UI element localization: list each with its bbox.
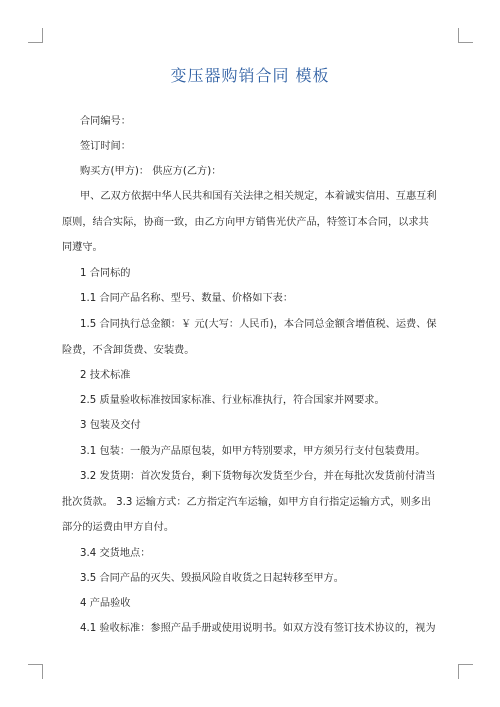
- page-corner-mark-top-left: [28, 28, 43, 43]
- clause-1-1: 1.1 合同产品名称、型号、数量、价格如下表：: [80, 293, 294, 304]
- section-heading-3: 3 包装及交付: [80, 420, 141, 431]
- page-corner-mark-top-right: [458, 28, 473, 43]
- clause-4-1: 4.1 验收标准：参照产品手册或使用说明书。如双方没有签订技术协议的，视为: [80, 623, 436, 634]
- contract-number-line: 合同编号：: [80, 116, 131, 127]
- page-corner-mark-bottom-right: [458, 664, 473, 679]
- page-corner-mark-bottom-left: [28, 664, 43, 679]
- section-heading-1: 1 合同标的: [80, 268, 131, 279]
- document-title: 变压器购销合同 模板: [170, 66, 330, 85]
- signing-date-line: 签订时间：: [80, 141, 131, 152]
- clause-3-1: 3.1 包装：一般为产品原包装，如甲方特别要求，甲方须另行支付包装费用。: [80, 446, 426, 457]
- section-heading-2: 2 技术标准: [80, 370, 131, 381]
- clause-1-5: 1.5 合同执行总金额：￥ 元(大写：人民币)，本合同总金额含增值税、运费、保险费，不含卸货费、安装费。: [62, 319, 437, 356]
- clause-3-4: 3.4 交货地点：: [80, 548, 151, 559]
- preamble-paragraph: 甲、乙双方依据中华人民共和国有关法律之相关规定，本着诚实信用、互惠互利原则，结合实际，协商一致，由乙方向甲方销售光伏产品，特签订本合同，以求共同遵守。: [62, 191, 437, 253]
- clause-3-2-3-3: 3.2 发货期：首次发货台，剩下货物每次发货至少台，并在每批次发货前付清当批次货款。 3.3 运输方式：乙方指定汽车运输，如甲方自行指定运输方式，则多出部分的运费由甲方自付。: [62, 471, 436, 533]
- clause-3-5: 3.5 合同产品的灭失、毁损风险自收货之日起转移至甲方。: [80, 573, 344, 584]
- section-heading-4: 4 产品验收: [80, 598, 131, 609]
- clause-2-5: 2.5 质量验收标准按国家标准、行业标准执行，符合国家并网要求。: [80, 395, 385, 406]
- parties-line: 购买方(甲方)： 供应方(乙方)：: [80, 166, 222, 177]
